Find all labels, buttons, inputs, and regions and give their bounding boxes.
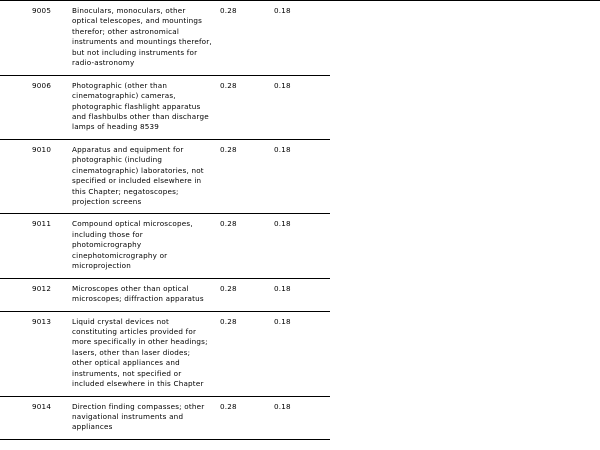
cell-spacer: [330, 139, 600, 214]
cell-rate-2: 0.18: [270, 278, 330, 311]
cell-rate-1: 0.28: [216, 1, 270, 75]
cell-description: Compound optical microscopes, including those for photomicrography cinephotomicrography or microprojection: [68, 214, 216, 278]
cell-heading-code: 9014: [0, 396, 68, 439]
cell-description: Photographic (other than cinematographic) cameras, photographic flashlight apparatus and flashbulbs other than discharge lamps of heading 8539: [68, 75, 216, 139]
cell-description: Microscopes other than optical microscopes; diffraction apparatus: [68, 278, 216, 311]
cell-rate-1: 0.28: [216, 278, 270, 311]
table-row: [0, 278, 600, 311]
cell-heading-code: 9013: [0, 311, 68, 396]
cell-rate-2: 0.18: [270, 75, 330, 139]
tariff-table-body: [0, 1, 600, 439]
cell-rate-2: 0.18: [270, 311, 330, 396]
cell-description: Liquid crystal devices not constituting articles provided for more specifically in other headings; lasers, other than laser diodes; other optical appliances and instruments, not specified or included elsewhere in this Chapter: [68, 311, 216, 396]
table-row: [0, 396, 600, 439]
cell-heading-code: 9010: [0, 139, 68, 214]
cell-rate-1: 0.28: [216, 396, 270, 439]
cell-rate-1: 0.28: [216, 214, 270, 278]
cell-heading-code: 9006: [0, 75, 68, 139]
cell-heading-code: 9005: [0, 1, 68, 75]
cell-heading-code: 9012: [0, 278, 68, 311]
cell-description: Binoculars, monoculars, other optical telescopes, and mountings therefor; other astronomical instruments and mountings therefor, but not including instruments for radio-astronomy: [68, 1, 216, 75]
cell-rate-2: 0.18: [270, 139, 330, 214]
cell-rate-2: 0.18: [270, 214, 330, 278]
table-row: [0, 1, 600, 75]
cell-heading-code: 9011: [0, 214, 68, 278]
cell-rate-1: 0.28: [216, 139, 270, 214]
cell-spacer: [330, 214, 600, 278]
cell-spacer: [330, 278, 600, 311]
table-row: [0, 75, 600, 139]
cell-spacer: [330, 396, 600, 439]
table-row: [0, 214, 600, 278]
cell-spacer: [330, 1, 600, 75]
cell-spacer: [330, 311, 600, 396]
cell-spacer: [330, 75, 600, 139]
tariff-table: [0, 1, 600, 440]
cell-rate-1: 0.28: [216, 311, 270, 396]
cell-rate-1: 0.28: [216, 75, 270, 139]
table-row: [0, 139, 600, 214]
cell-rate-2: 0.18: [270, 1, 330, 75]
table-row: [0, 311, 600, 396]
cell-description: Direction finding compasses; other navigational instruments and appliances: [68, 396, 216, 439]
cell-rate-2: 0.18: [270, 396, 330, 439]
cell-description: Apparatus and equipment for photographic (including cinematographic) laboratories, not specified or included elsewhere in this Chapter; negatoscopes; projection screens: [68, 139, 216, 214]
